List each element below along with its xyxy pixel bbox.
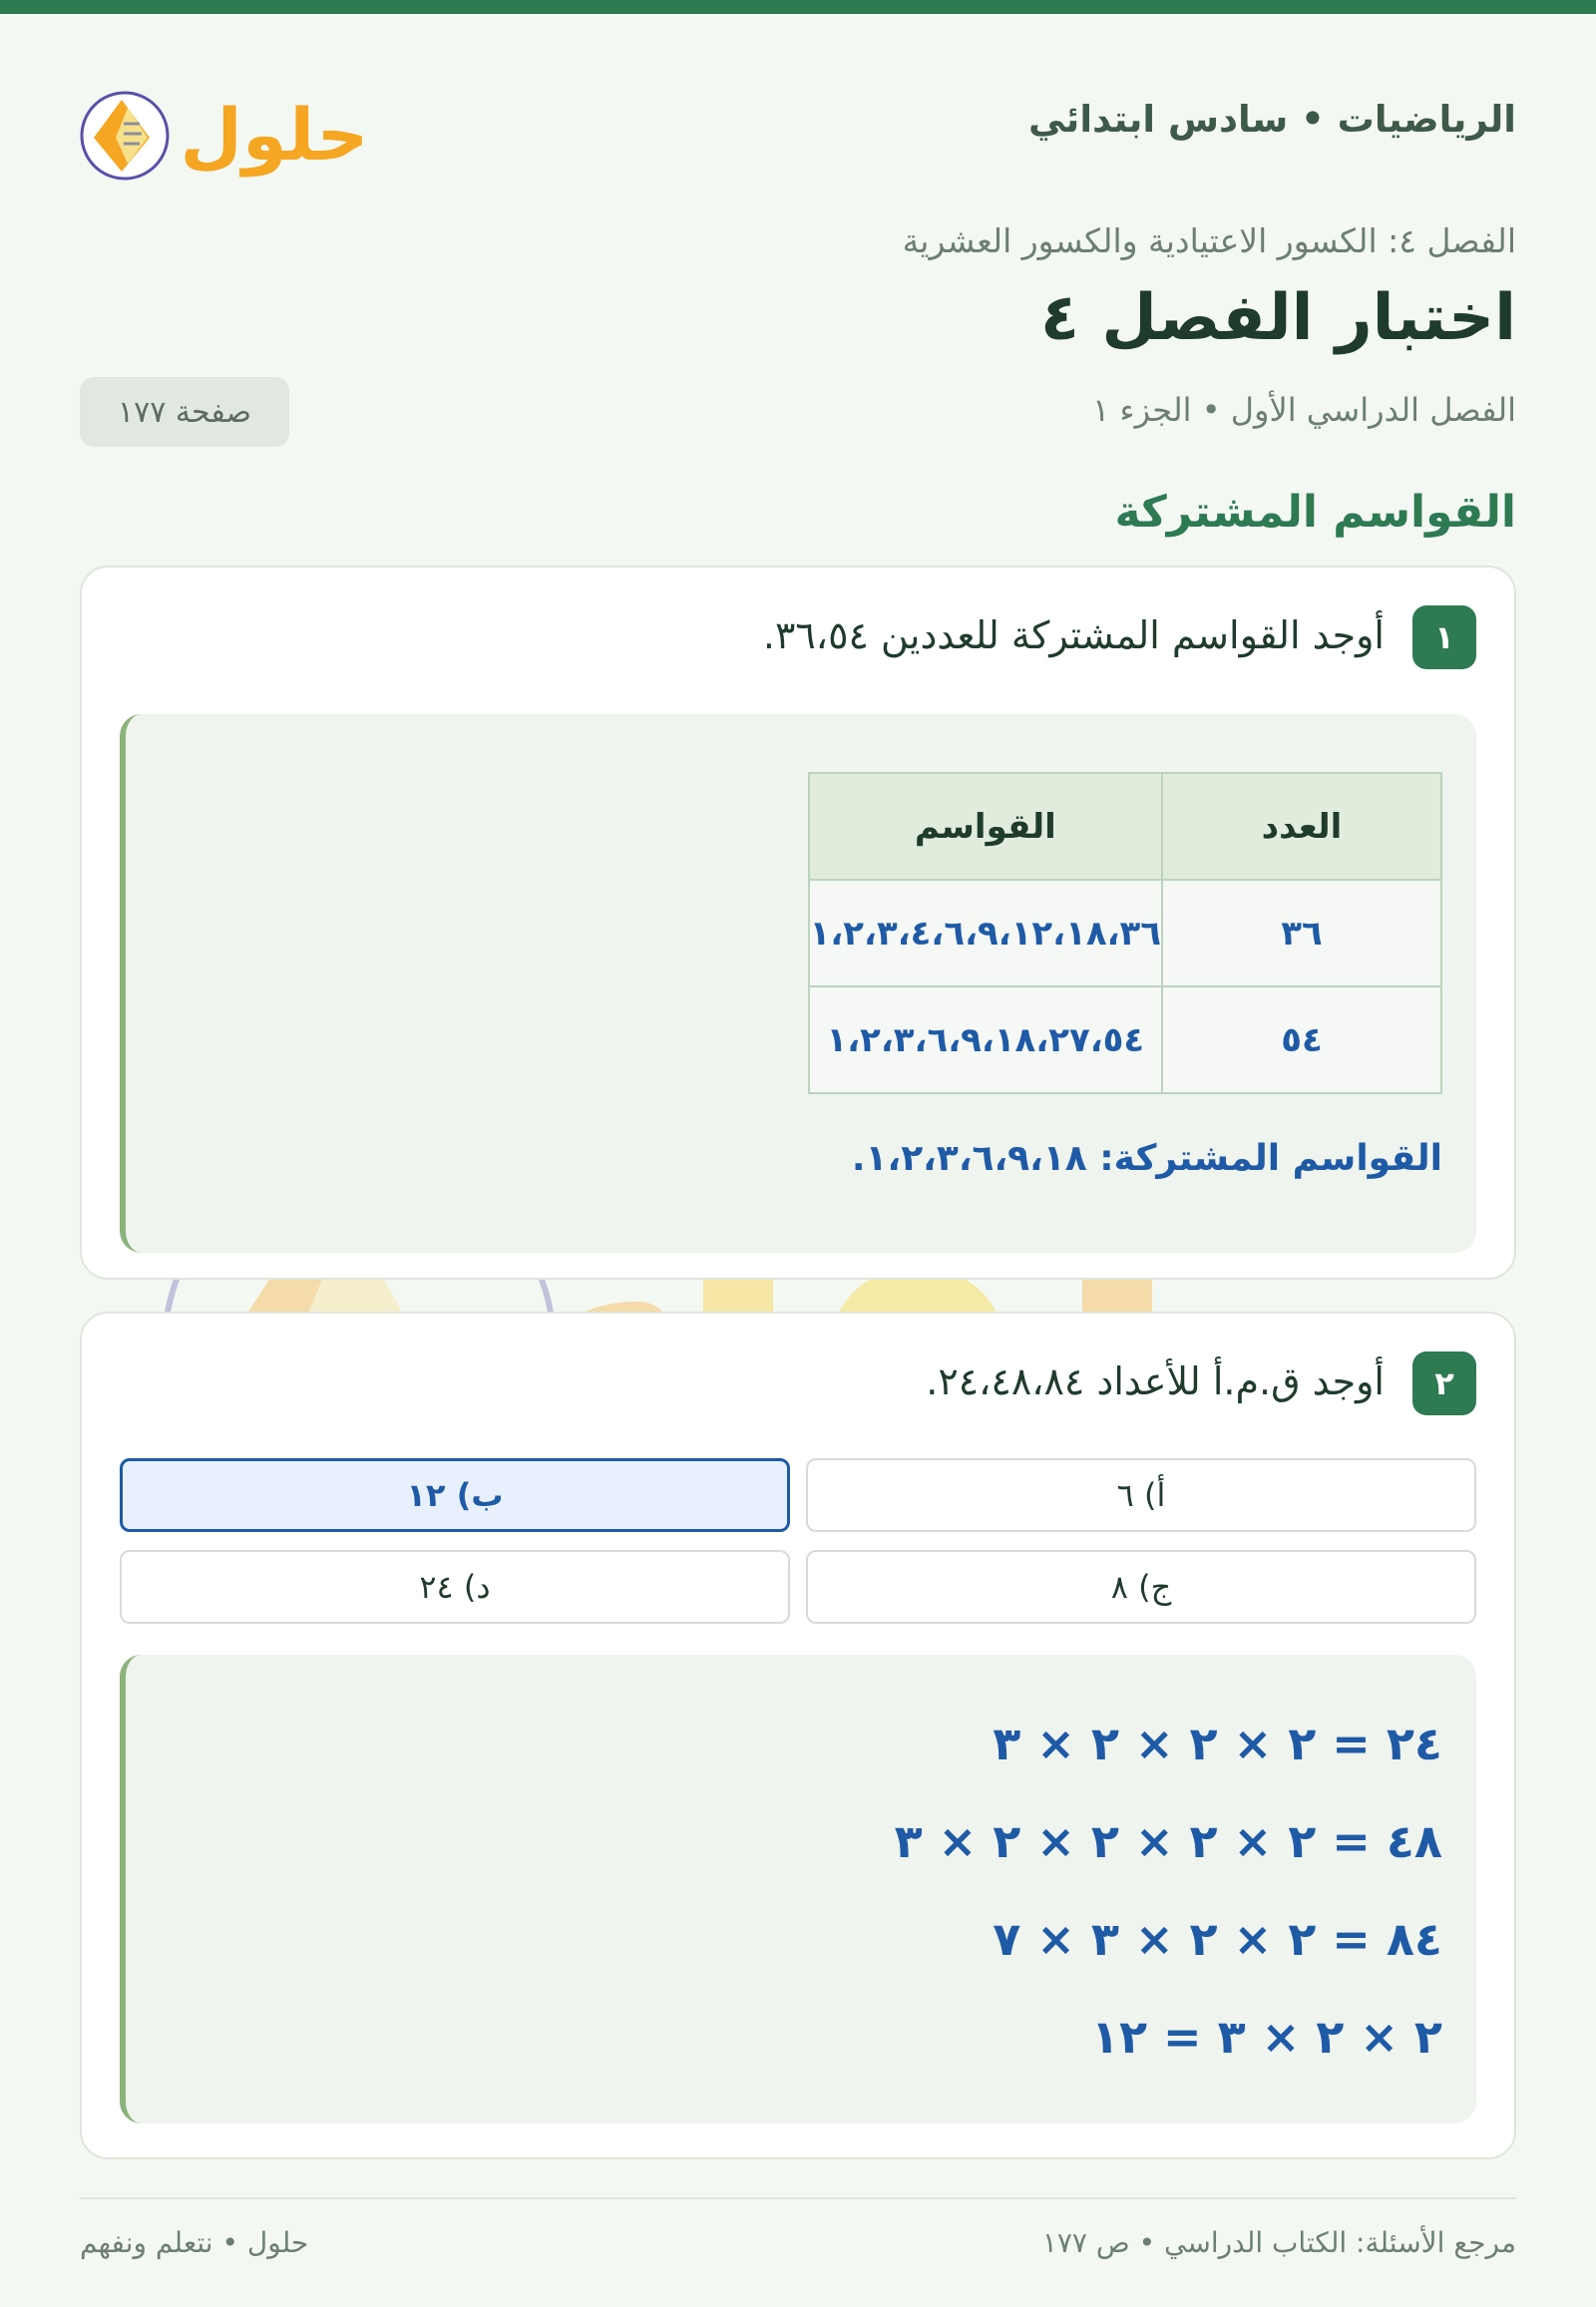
common-divisors-answer: القواسم المشتركة: ١،٢،٣،٦،٩،١٨. — [851, 1138, 1442, 1179]
question-card-2 — [80, 1312, 1516, 2159]
answer-options — [120, 1458, 1476, 1623]
option-b-selected[interactable]: ب) ١٢ — [120, 1458, 790, 1532]
top-accent-bar — [0, 0, 1596, 14]
column-header-number: العدد — [1162, 773, 1441, 880]
factorization-line: ٤٨ = ٢ × ٢ × ٢ × ٢ × ٣ — [894, 1814, 1442, 1868]
section-title: القواسم المشتركة — [1114, 487, 1516, 538]
logo-text: حلول — [180, 93, 369, 177]
table-header-row — [809, 773, 1441, 880]
factorization-line: ٢٤ = ٢ × ٢ × ٢ × ٣ — [993, 1717, 1442, 1770]
footer-tagline: حلول • نتعلم ونفهم — [80, 2226, 309, 2259]
table-row — [809, 880, 1441, 986]
footer-divider — [80, 2197, 1516, 2199]
chapter-label: الفصل ٤: الكسور الاعتيادية والكسور العشرية — [902, 221, 1516, 260]
solution-panel — [120, 714, 1476, 1253]
gcf-result-line: ٢ × ٢ × ٣ = ١٢ — [1090, 2010, 1442, 2064]
question-number-badge: ١ — [1412, 605, 1476, 669]
question-text: أوجد ق.م.أ للأعداد ٢٤،٤٨،٨٤. — [926, 1359, 1385, 1403]
solution-panel — [120, 1655, 1476, 2123]
factorization-line: ٨٤ = ٢ × ٢ × ٣ × ٧ — [993, 1912, 1442, 1966]
page-header — [80, 60, 1516, 180]
question-number-badge: ٢ — [1412, 1351, 1476, 1415]
table-row — [809, 986, 1441, 1093]
table-cell-divisors: ١،٢،٣،٦،٩،١٨،٢٧،٥٤ — [809, 986, 1162, 1093]
option-d[interactable]: د) ٢٤ — [120, 1550, 790, 1624]
hulul-logo-icon — [80, 68, 369, 183]
question-text: أوجد القواسم المشتركة للعددين ٣٦،٥٤. — [762, 613, 1385, 657]
subject-label: الرياضيات • سادس ابتدائي — [1028, 98, 1516, 141]
page-title: اختبار الفصل ٤ — [1039, 281, 1516, 355]
table-cell-divisors: ١،٢،٣،٤،٦،٩،١٢،١٨،٣٦ — [809, 880, 1162, 986]
term-label: الفصل الدراسي الأول • الجزء ١ — [1092, 391, 1516, 429]
table-cell-number: ٥٤ — [1162, 986, 1441, 1093]
footer-reference: مرجع الأسئلة: الكتاب الدراسي • ص ١٧٧ — [1041, 2226, 1516, 2259]
divisors-table — [808, 772, 1442, 1094]
column-header-divisors: القواسم — [809, 773, 1162, 880]
option-a[interactable]: أ) ٦ — [806, 1458, 1476, 1532]
option-c[interactable]: ج) ٨ — [806, 1550, 1476, 1624]
question-card-1 — [80, 566, 1516, 1280]
page-number-badge: صفحة ١٧٧ — [80, 377, 289, 447]
table-cell-number: ٣٦ — [1162, 880, 1441, 986]
